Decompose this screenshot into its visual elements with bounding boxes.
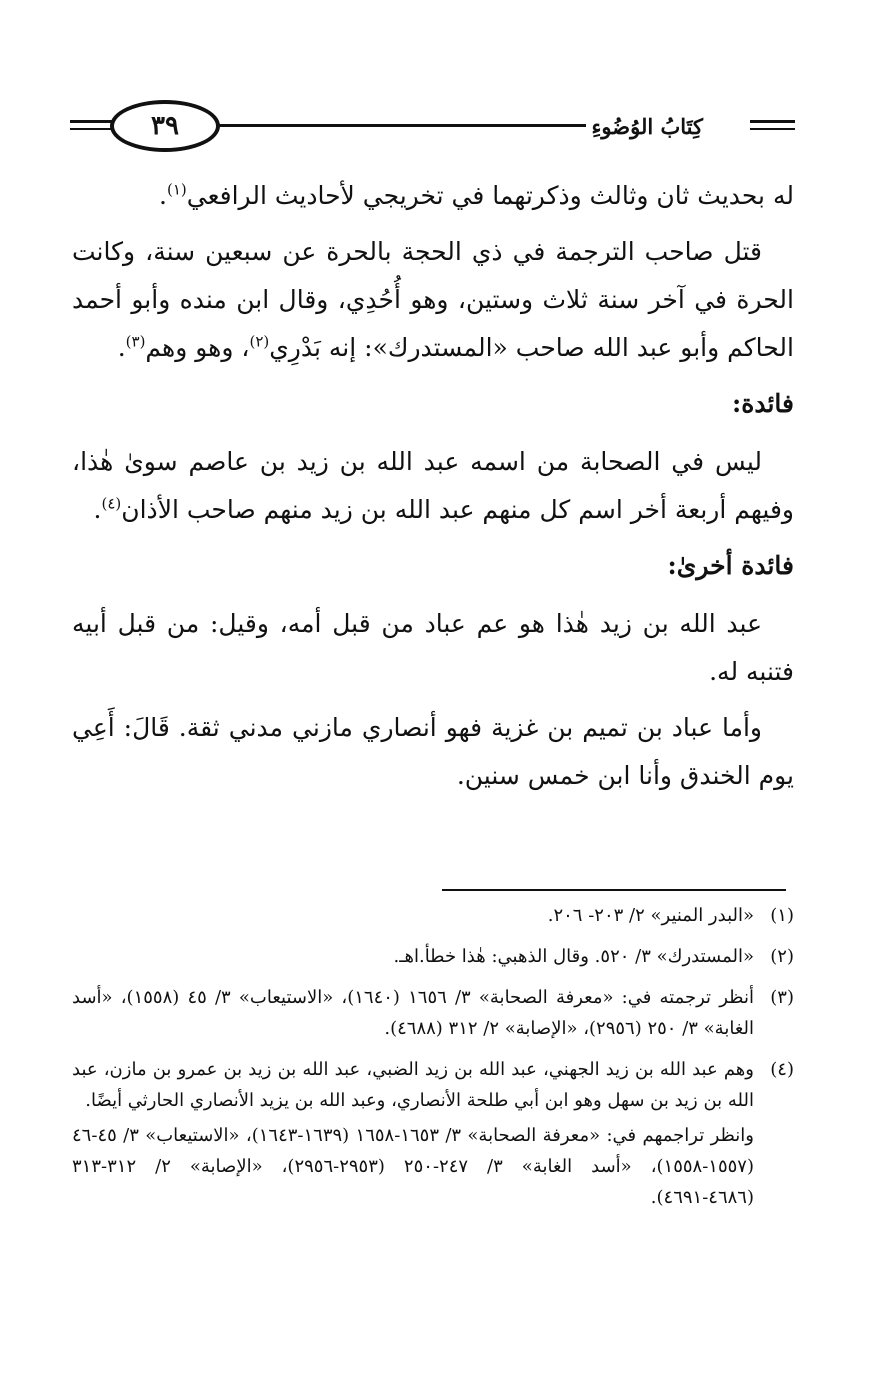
footnote-text: أنظر ترجمته في: «معرفة الصحابة» ٣/ ١٦٥٦ (١٦٤٠)، «الاستيعاب» ٣/ ٤٥ (١٥٥٨)، «أسد الغابة» ٣/ ٢٥٠ (٢٩٥٦)، «الإصابة» ٢/ ٣١٢ (٤٦٨٨). (72, 987, 754, 1039)
footnote-ref-4: (٤) (101, 494, 122, 513)
header-rule-right-2 (750, 128, 795, 130)
footnote-2 (72, 941, 794, 976)
header-rule-right (750, 120, 795, 123)
footnote-ref-3: (٣) (125, 332, 146, 351)
main-text (72, 172, 794, 808)
section-heading-another-benefit: فائدة أخرىٰ: (667, 551, 794, 580)
footnote-ref-2: (٢) (249, 332, 270, 351)
footnote-4 (72, 1054, 794, 1217)
footnote-number: (٢) (770, 946, 794, 967)
paragraph-continuation: له بحديث ثان وثالث وذكرتهما في تخريجي لأحاديث الرافعي$^{(١)}$. (159, 180, 794, 210)
chapter-title: كِتَابُ الوُضُوءِ (586, 114, 709, 139)
footnotes (72, 900, 794, 1223)
paragraph-abbad: وأما عباد بن تميم بن غزية فهو أنصاري مازني مدني ثقة. قَالَ: أَعِي يوم الخندق وأنا ابن خمس سنين. (72, 713, 794, 790)
footnote-text: وهم عبد الله بن زيد الجهني، عبد الله بن زيد الضبي، عبد الله بن زيد بن عمرو بن مازن، عبد الله بن زيد بن سهل وهو ابن أبي طلحة الأنصاري، وعبد الله بن يزيد الأنصاري الحارثي أيضًا. (72, 1059, 754, 1111)
page-header (70, 98, 795, 158)
footnote-text: «المستدرك» ٣/ ٥٢٠. وقال الذهبي: هٰذا خطأ.اهـ. (393, 946, 754, 967)
footnote-3 (72, 982, 794, 1048)
paragraph-benefit: ليس في الصحابة من اسمه عبد الله بن زيد بن عاصم سوىٰ هٰذا، وفيهم أربعة أخر اسم كل منهم عبد الله بن زيد منهم صاحب الأذان$^{(٤)}$. (72, 447, 794, 524)
footnote-ref-1: (١) (166, 180, 187, 199)
section-heading-benefit: فائدة: (732, 389, 794, 418)
paragraph-death: قتل صاحب الترجمة في ذي الحجة بالحرة عن سبعين سنة، وكانت الحرة في آخر سنة ثلاث وستين، وهو أُحُدِي، وقال ابن منده وأبو أحمد الحاكم وأبو عبد الله صاحب «المستدرك»: إنه بَدْرِي$^{(٢)}$، وهو وهم$^{(٣)}$. (72, 237, 794, 362)
footnote-number: (٤) (770, 1059, 794, 1080)
footnote-number: (٣) (770, 987, 794, 1008)
footnote-1 (72, 900, 794, 935)
footnote-separator (442, 889, 786, 891)
footnote-text: وانظر تراجمهم في: «معرفة الصحابة» ٣/ ١٦٥٣-١٦٥٨ (١٦٣٩-١٦٤٣)، «الاستيعاب» ٣/ ٤٥-٤٦ (١٥٥٧-١٥٥٨)، «أسد الغابة» ٣/ ٢٤٧-٢٥٠ (٢٩٥٣-٢٩٥٦)، «الإصابة» ٢/ ٣١٢-٣١٣ (٤٦٨٦-٤٦٩١). (72, 1125, 754, 1208)
footnote-number: (١) (770, 905, 794, 926)
footnote-text: «البدر المنير» ٢/ ٢٠٣- ٢٠٦. (547, 905, 754, 926)
page-number: ٣٩ (110, 100, 220, 152)
paragraph-uncle: عبد الله بن زيد هٰذا هو عم عباد من قبل أمه، وقيل: من قبل أبيه فتنبه له. (72, 609, 794, 686)
